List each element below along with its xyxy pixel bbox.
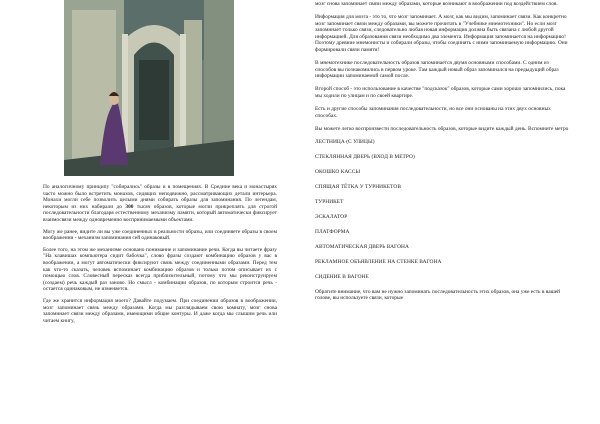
paragraph: Вы можете легко воспроизвести последовательность образов, которые видите каждый день. Вспомните метро (315, 125, 569, 132)
right-page (300, 0, 600, 424)
paragraph: Могу же ранее, видите ли вы уже соединенных в реальности образы, или соединяете образы в своем воображении - механизм запоминания сей одинаковый. (43, 228, 277, 242)
paragraph: Информация для мозга - это то, что мозг запоминает. А мозг, как мы видим, запоминает связи. Как конкретно мозг запоминает связи между образами, вы можете прочитать в "Учебнике мнемотехники". Но если мозг запоминает только связи, следовательно любая новая информация должна быть связана с любой другой информацией. Для образования связи необходимо два элемента. Информация запоминается на информацию! Поэтому древние мнемонисты и собирали образы, чтобы соединять с ними запоминаемую информацию. Они формировали связи памяти! (315, 14, 568, 54)
paragraph: мозг снова запоминает связи между образами, которые возникают в воображении под воздействием слов. (315, 1, 558, 7)
illustration-drawing (64, 0, 234, 176)
paragraph: Обратите внимание, что вам не нужно запоминать последовательность этих образов, она уже есть в вашей голове, вы используете связи, которые (315, 288, 561, 302)
left-text-column (43, 184, 277, 329)
paragraph: В мнемотехнике последовательность образов запоминается двумя основными способами. С одним из способов вы познакомились в первом уроке. Там каждый новый образ запоминался на предыдущий образ информации запоминаемой самой после. (315, 60, 559, 80)
paragraph: Более того, на этом же механизме основано понимание и запоминание речи. Когда вы читаете фразу "На клавишах компьютера сидит бабочка", слово фразы создают комбинацию образов у вас в воображении, а могут автоматически фиксируют связь между соединенными образами. Перед тем как что-то сказать, человек вспоминает комбинацию образов и только потом описывает их с помощью слов. Словесный пересказ всегда приблизительный, потому что мы реконструируем (создаем) речь каждый раз заново. Но смысл - комбинации образов, по которым строится речь - остается одинаковым, не изменяется. (43, 246, 277, 293)
paragraph: По аналогичному принципу "собирались" образы и в помещениях. В Средние века и монастырях часто можно было встретить монахов, сидящих неподвижно, рассматривающих детали интерьера. Монахи могли себе позволить целыми днями собирать образы для запоминания. По легендам, некоторым из них набирали до 300 тысяч образов, которые могли прикреплять для строгой последовательности благодаря естественному механизму памяти, который автоматически фиксирует взаимосвязи между одновременно воспринимаемыми объектами. (43, 184, 277, 223)
list-item: СПЯЩАЯ ТЁТКА У ТУРНИКЕТОВ (315, 183, 401, 190)
list-item: АВТОМАТИЧЕСКАЯ ДВЕРЬ ВАГОНА (315, 243, 409, 250)
list-item: ЭСКАЛАТОР (315, 213, 348, 220)
list-item: ЛЕСТНИЦА (С УЛИЦЫ) (315, 138, 375, 145)
paragraph: Есть и другие способы запоминания последовательности, но все они основаны на этих двух основных способах. (315, 106, 551, 119)
paragraph: Где же хранится информация моего? Давайте подумаем. При соединении образов в воображении, мозг запоминает связь между образами. Когда мы разглядываем свою комнату, мозг снова запоминает связи между образами, имеющими общие контуры. И даже когда мы слышим речь или читаем книгу, (43, 297, 277, 324)
bold-number: 300 (125, 203, 134, 210)
right-text-column (315, 1, 571, 308)
illustration-cloister (64, 0, 234, 176)
list-item: ОКОШКО КАССЫ (315, 168, 361, 175)
list-item: СИДЕНИЕ В ВАГОНЕ (315, 273, 369, 280)
list-item: РЕКЛАМНОЕ ОБЪЯВЛЕНИЕ НА СТЕНКЕ ВАГОНА (315, 258, 442, 265)
list-item: СТЕКЛЯННАЯ ДВЕРЬ (ВХОД В МЕТРО) (315, 153, 415, 160)
paragraph: Второй способ - это использование в качестве "подсказок" образов, которые сами хорошо запомнились, пока мы ходили по улицам и по своей квартире. (315, 86, 566, 100)
list-item: ТУРНИКЕТ (315, 198, 344, 205)
list-item: ПЛАТФОРМА (315, 228, 350, 235)
